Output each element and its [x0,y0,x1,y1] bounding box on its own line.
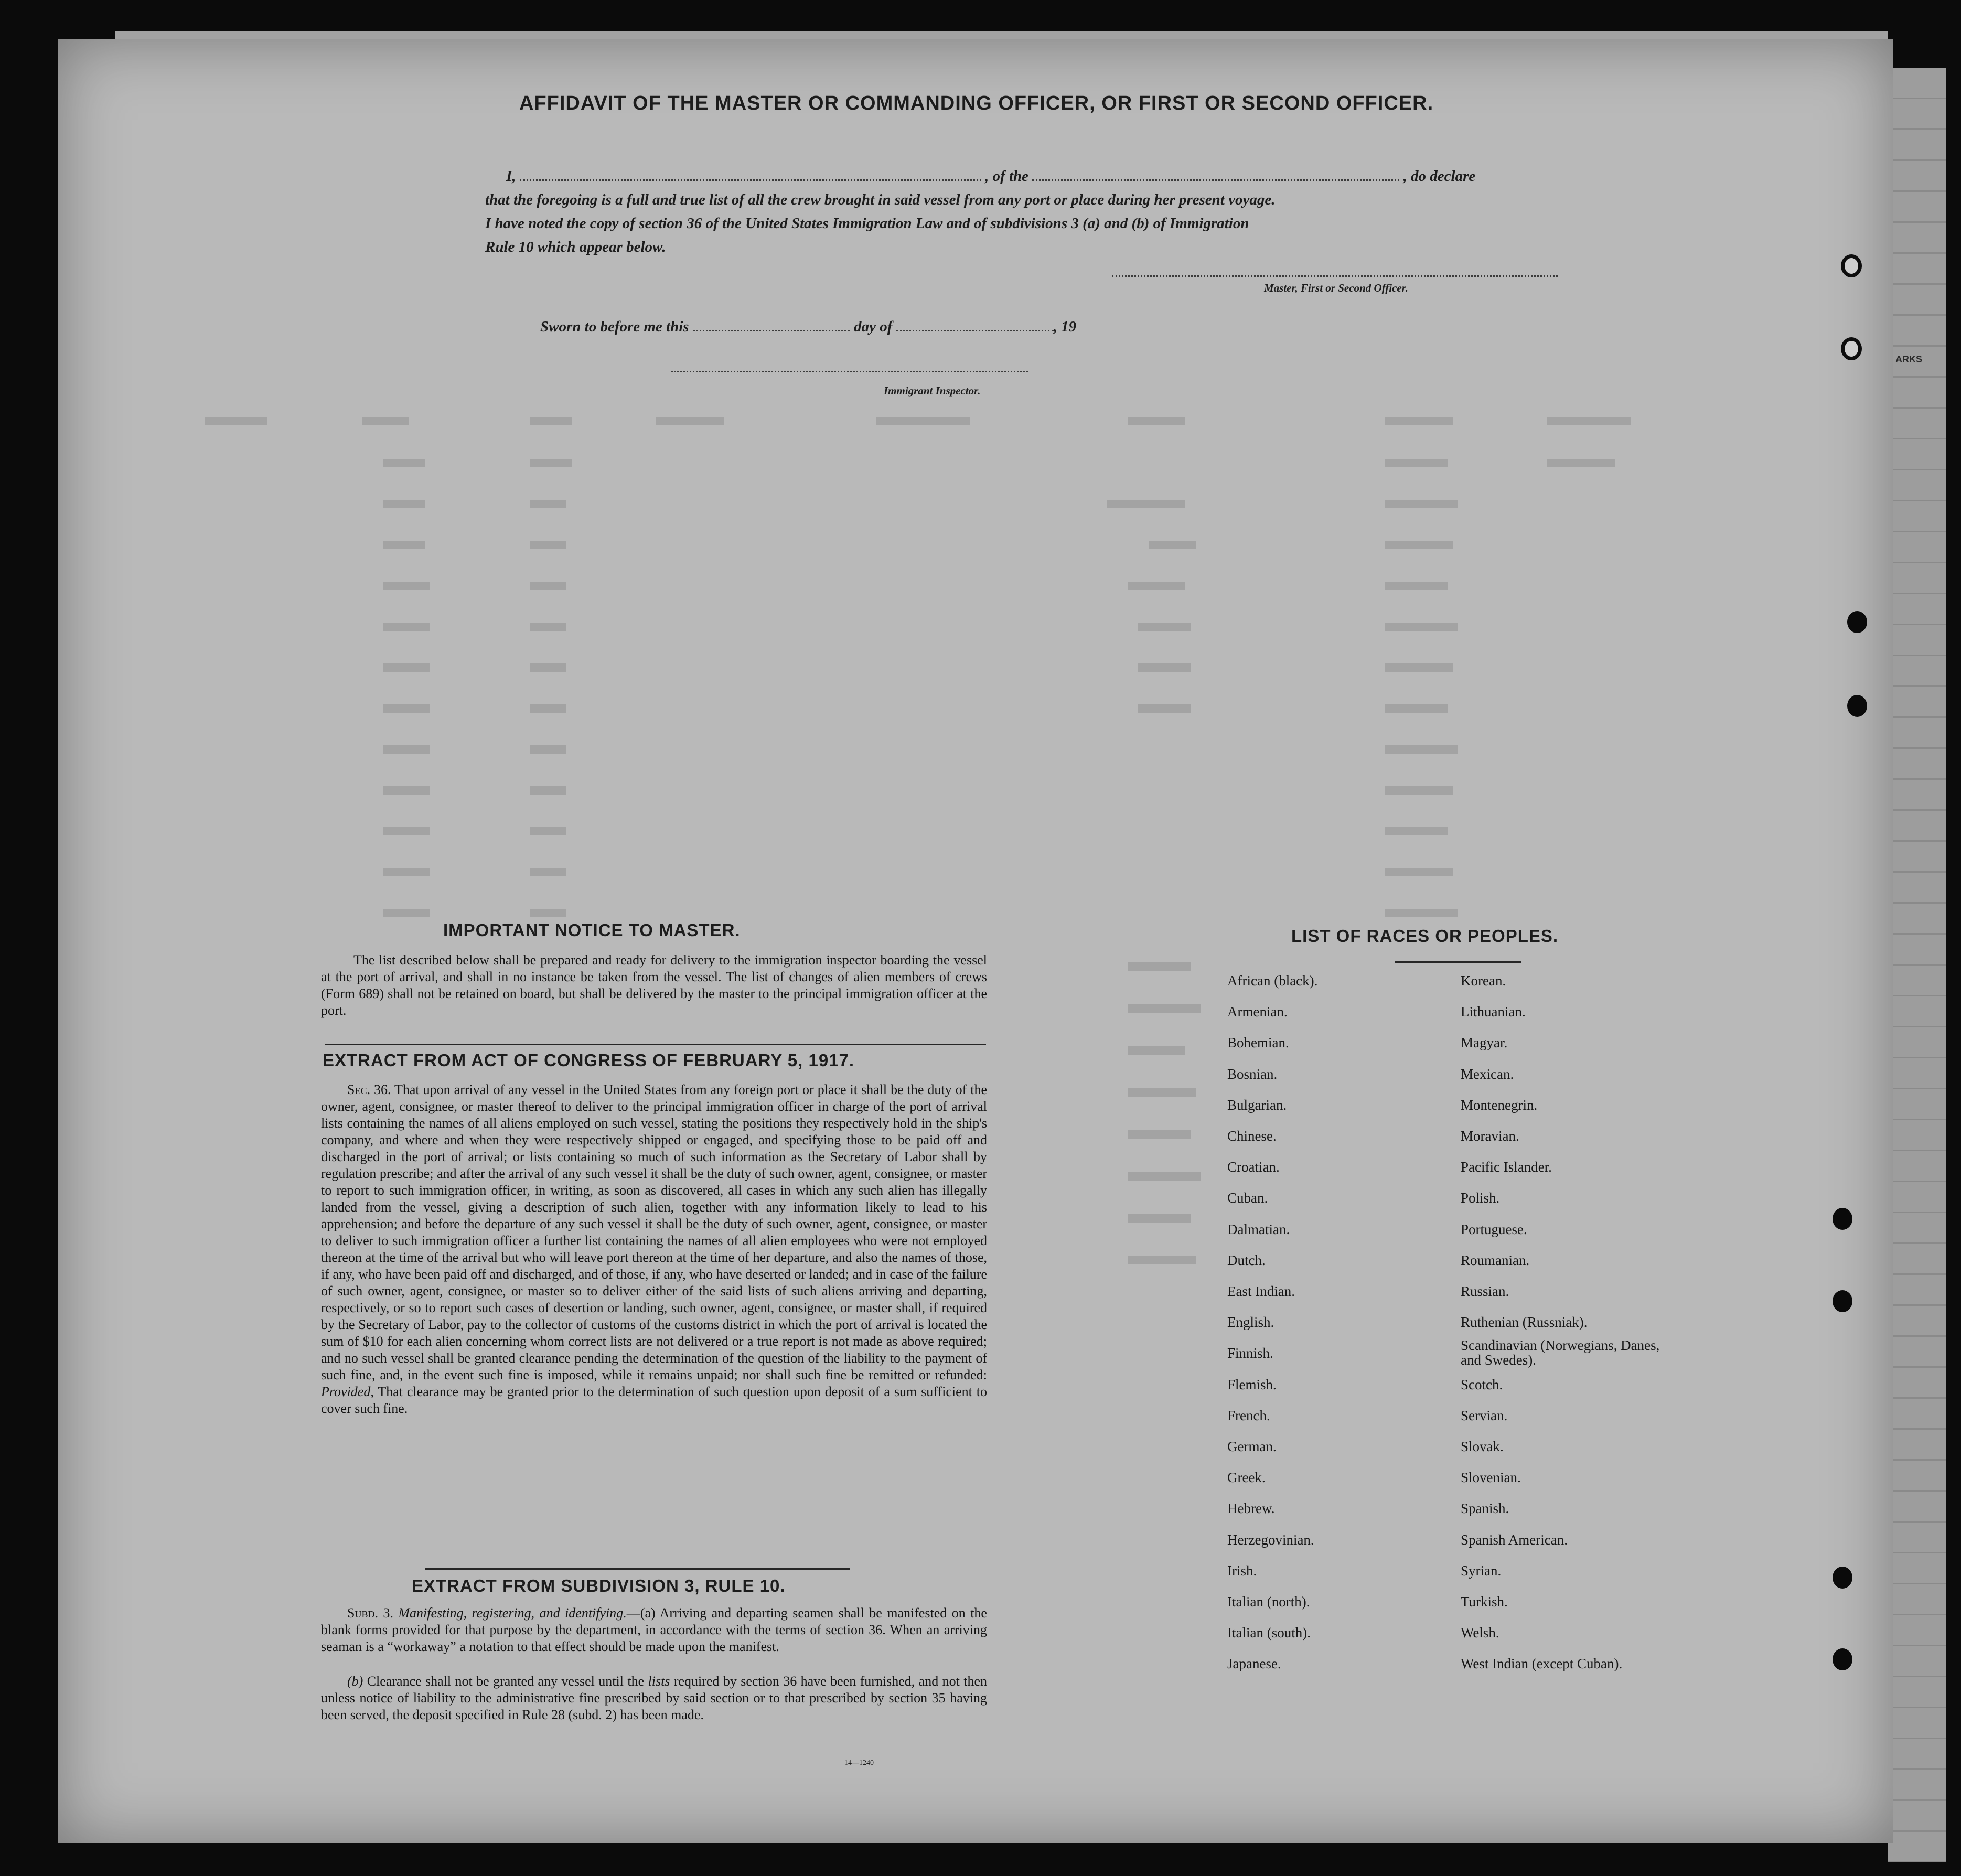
race-item: Magyar. [1461,1035,1508,1051]
race-item: Bulgarian. [1227,1097,1287,1113]
race-item: East Indian. [1227,1283,1295,1299]
race-item: Pacific Islander. [1461,1159,1552,1175]
punch-hole [1847,695,1867,717]
race-item: Armenian. [1227,1004,1288,1020]
act-text: That upon arrival of any vessel in the United States from any foreign port or place it shall be the duty of the owner, agent, consignee, or master thereof to deliver to the principal immigration officer in charge of the port of arrival lists containing the names of all aliens employed on such vessel, stating the positions they respectively hold in the ship's company, and where and when they were respectively shipped or engaged, and specifying those to be paid off and discharged in the port of arrival; or lists containing so much of such information as the Secretary of Labor shall by regulation prescribe; and after the arrival of any such vessel it shall be the duty of such owner, agent, consignee, or master to report to such immigration officer, in writing, as soon as discovered, all cases in which any such alien has illegally landed from the vessel, giving a description of such alien, together with any information likely to lead to his apprehension; and before the departure of any such vessel it shall be the duty of such owner, agent, consignee, or master to deliver to such immigration officer a further list containing the names of all alien employees who were not employed thereon at the time of the arrival but who will leave port thereon at the time of her departure, and also the names of those, if any, who have been paid off and discharged, and of those, if any, who have deserted or landed; and in case of the failure of such owner, agent, consignee, or master so to deliver either of the said lists of such aliens arriving and departing, respectively, or so to report such cases of desertion or landing, such owner, agent, consignee, or master shall, if required by the Secretary of Labor, pay to the collector of customs of the customs district in which the port of arrival is located the sum of $10 for each alien concerning whom correct lists are not delivered or a true report is not made as above required; and no such vessel shall be granted clearance pending the determination of the question of the liability to the payment of such fine, and, in the event such fine is imposed, while it remains unpaid; nor shall such fine be remitted or refunded: [321,1082,988,1382]
race-item: African (black). [1227,973,1318,989]
race-item: Finnish. [1227,1345,1273,1362]
inspector-caption: Immigrant Inspector. [884,384,981,397]
divider [325,1044,986,1045]
race-item: West Indian (except Cuban). [1461,1656,1623,1672]
race-item: Portuguese. [1461,1221,1527,1237]
punch-hole [1833,1290,1852,1312]
races-underline [1395,961,1521,963]
race-item: Greek. [1227,1470,1266,1486]
punch-hole [1833,1208,1852,1230]
affidavit-line-4: Rule 10 which appear below. [485,239,666,255]
race-item: Moravian. [1461,1128,1519,1144]
race-item: Mexican. [1461,1066,1514,1082]
race-item: Servian. [1461,1407,1508,1423]
rule-heading: EXTRACT FROM SUBDIVISION 3, RULE 10. [412,1576,786,1595]
race-item: Scandinavian (Norwegians, Danes, and Swedes). [1461,1337,1660,1368]
form-number: 14—1240 [844,1759,874,1767]
race-item: Montenegrin. [1461,1097,1538,1113]
race-item: Spanish. [1461,1500,1509,1517]
provided-word: Provided, [321,1384,374,1399]
affidavit-line-2: that the foregoing is a full and true list of all the crew brought in said vessel from any port or place during her present voyage. [485,191,1276,208]
race-item: German. [1227,1439,1277,1454]
name-blank [520,179,981,181]
races-heading: LIST OF RACES OR PEOPLES. [1291,926,1559,946]
day-of-text: day of [854,318,893,335]
race-item: Polish. [1461,1190,1500,1206]
race-item: Cuban. [1227,1190,1268,1206]
race-item: Korean. [1461,973,1506,989]
affidavit-line-3: I have noted the copy of section 36 of the United States Immigration Law and of subdivisions 3 (a) and (b) of Immigration [485,215,1249,232]
rule-para-a [321,1605,987,1655]
race-item: Welsh. [1461,1625,1499,1641]
para-b-lists: lists [648,1674,670,1689]
para-a-text: —(a) Arriving and departing seamen shall be manifested on the blank forms provided for that purpose by the department, in accordance with the terms of section 36. When an arriving seaman is a “workaway” a notation to that effect should be made upon the manifest. [321,1605,987,1654]
divider [425,1568,850,1570]
race-item: Herzegovinian. [1227,1531,1314,1548]
month-blank [896,330,1054,331]
race-item: Russian. [1461,1283,1509,1299]
adjacent-page-edge [1888,68,1946,1862]
race-item: Slovak. [1461,1439,1504,1454]
punch-hole [1833,1648,1852,1670]
act-heading: EXTRACT FROM ACT OF CONGRESS OF FEBRUARY 5, 1917. [323,1050,855,1070]
race-item: Flemish. [1227,1376,1277,1392]
affidavit-declare: , do declare [1403,168,1476,185]
para-b-pre: Clearance shall not be granted any vessel until the [367,1674,645,1689]
affidavit-of-the: , of the [985,168,1029,185]
para-b-post: required by section 36 have been furnished, and not then unless notice of liability to the administrative fine prescribed by said section or to that prescribed by section 35 having been served, the deposit specified in Rule 28 (subd. 2) has been made. [321,1674,987,1722]
act-text-end: That clearance may be granted prior to the determination of such question upon deposit of a sum sufficient to cover such fine. [321,1384,988,1416]
race-item: Turkish. [1461,1594,1508,1610]
sec-label: Sec. 36. [347,1082,391,1097]
race-item: Chinese. [1227,1128,1277,1144]
rule-para-b [321,1673,987,1723]
subd-title: Manifesting, registering, and identifying. [398,1605,627,1621]
race-item: Spanish American. [1461,1531,1568,1548]
year-text: , 19 [1053,318,1077,335]
race-item: Italian (south). [1227,1625,1311,1641]
act-body [321,1081,987,1417]
punch-hole [1841,337,1862,360]
affidavit-line-1 [506,168,1475,185]
punch-hole [1841,254,1862,277]
race-item: Japanese. [1227,1656,1281,1672]
remarks-fragment: ARKS [1895,354,1923,365]
sworn-text: Sworn to before me this [540,318,689,335]
manifest-page [58,39,1893,1843]
race-item: Scotch. [1461,1376,1503,1392]
signature-caption: Master, First or Second Officer. [1264,282,1408,294]
affidavit-heading: AFFIDAVIT OF THE MASTER OR COMMANDING OFFICER, OR FIRST OR SECOND OFFICER. [519,92,1434,114]
race-item: Dalmatian. [1227,1221,1290,1237]
para-b-label: (b) [347,1674,363,1689]
punch-hole [1833,1567,1852,1589]
race-item: Italian (north). [1227,1594,1310,1610]
race-item: Dutch. [1227,1252,1266,1268]
race-item: Hebrew. [1227,1500,1275,1517]
day-blank [693,330,850,331]
vessel-blank [1032,179,1399,181]
notice-heading: IMPORTANT NOTICE TO MASTER. [443,920,741,940]
race-item: Bosnian. [1227,1066,1278,1082]
signature-line [1112,275,1558,277]
race-item: Slovenian. [1461,1470,1521,1486]
race-item: Irish. [1227,1562,1257,1579]
notice-body: The list described below shall be prepared and ready for delivery to the immigration inspector boarding the vessel at the port of arrival, and shall in no instance be taken from the vessel. The list of changes of alien members of crews (Form 689) shall not be retained on board, but shall be delivered by the master to the principal immigration officer at the port. [321,952,987,1018]
race-item: French. [1227,1407,1270,1423]
subd-label: Subd. 3. [347,1605,393,1621]
inspector-signature-line [671,371,1028,372]
race-item: Lithuanian. [1461,1004,1526,1020]
affidavit-i: I, [506,168,516,185]
punch-hole [1847,611,1867,633]
race-item: Roumanian. [1461,1252,1530,1268]
race-item: Syrian. [1461,1562,1502,1579]
race-item: Croatian. [1227,1159,1280,1175]
race-item: Bohemian. [1227,1035,1289,1051]
race-item: English. [1227,1314,1274,1331]
race-item: Ruthenian (Russniak). [1461,1314,1588,1331]
sworn-line [540,318,1076,336]
